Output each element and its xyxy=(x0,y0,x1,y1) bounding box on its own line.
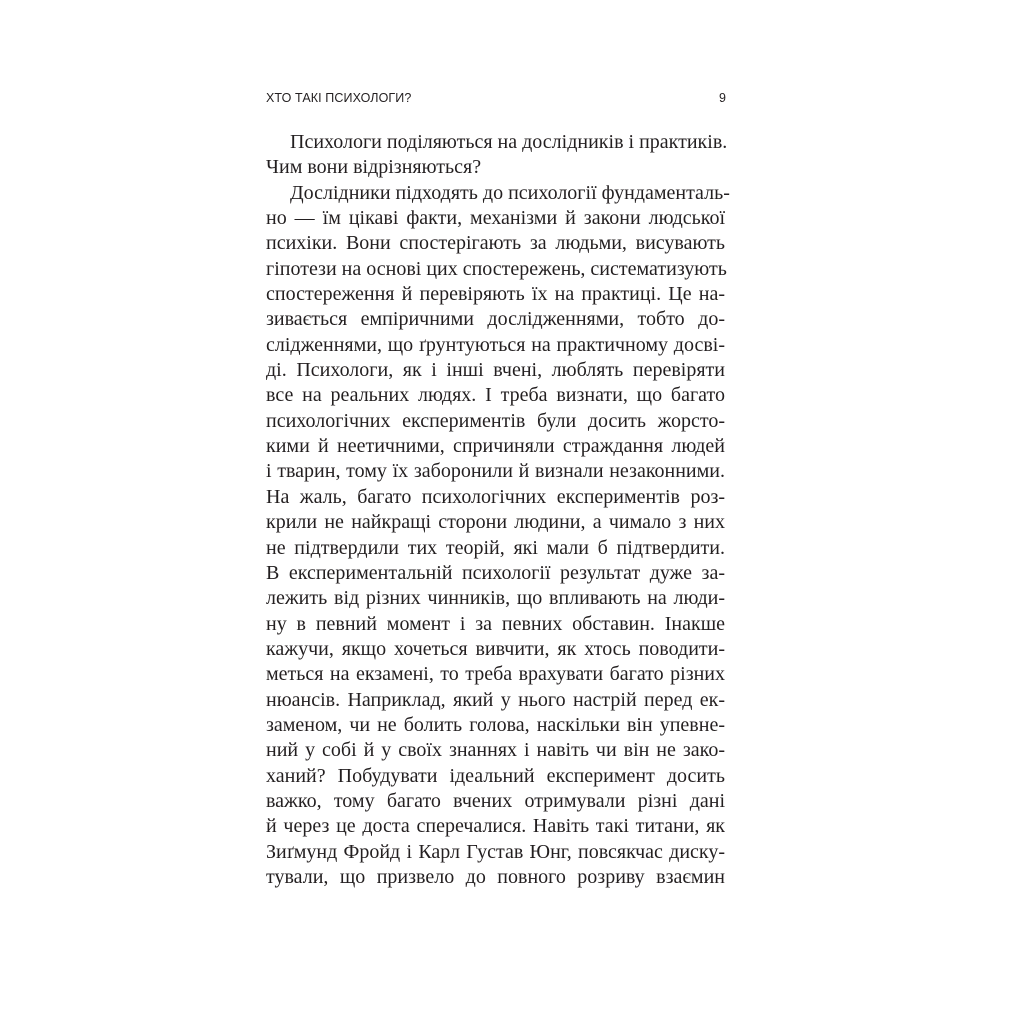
text-line: все на реальних людях. І треба визнати, що багато xyxy=(266,384,725,407)
page-number: 9 xyxy=(719,91,726,105)
text-line: гіпотези на основі цих спостережень, систематизують xyxy=(266,257,727,280)
text-line: заменом, чи не болить голова, наскільки він упевне- xyxy=(266,713,725,736)
text-line: Дослідники підходять до психології фундаменталь- xyxy=(290,181,730,204)
text-line: і тварин, тому їх заборонили й визнали незаконними. xyxy=(266,460,725,483)
text-line: но — їм цікаві факти, механізми й закони людської xyxy=(266,207,725,230)
text-line: ну в певний момент і за певних обставин. Інакше xyxy=(266,612,725,635)
text-line: психіки. Вони спостерігають за людьми, висувають xyxy=(266,232,725,255)
text-line: кажучи, якщо хочеться вивчити, як хтось поводити- xyxy=(266,637,725,660)
text-line: В експериментальній психології результат дуже за- xyxy=(266,561,725,584)
text-line: крили не найкращі сторони людини, а чимало з них xyxy=(266,511,725,534)
text-line: важко, тому багато вчених отримували різні дані xyxy=(266,789,725,812)
text-line: Психологи поділяються на дослідників і практиків. xyxy=(290,131,728,153)
text-line: не підтвердили тих теорій, які мали б підтвердити. xyxy=(266,536,725,559)
text-line: ний у собі й у своїх знаннях і навіть чи він не зако- xyxy=(266,739,725,762)
chapter-title: ХТО ТАКІ ПСИХОЛОГИ? xyxy=(266,91,412,105)
text-line: ханий? Побудувати ідеальний експеримент досить xyxy=(266,764,725,787)
text-line: й через це доста сперечалися. Навіть такі титани, як xyxy=(266,815,725,838)
text-line: спостереження й перевіряють їх на практиці. Це на- xyxy=(266,283,725,306)
text-line: Чим вони відрізняються? xyxy=(266,156,482,179)
text-line: слідженнями, що ґрунтуються на практичному досві- xyxy=(266,333,725,356)
text-line: тували, що призвело до повного розриву взаємин xyxy=(266,865,725,888)
text-line: психологічних експериментів були досить жорсто- xyxy=(266,409,725,432)
text-line: На жаль, багато психологічних експериментів роз- xyxy=(266,485,725,508)
text-line: меться на екзамені, то треба врахувати багато різних xyxy=(266,663,725,686)
running-header xyxy=(266,91,726,109)
text-line: лежить від різних чинників, що впливають на люди- xyxy=(266,587,725,610)
text-line: ді. Психологи, як і інші вчені, люблять перевіряти xyxy=(266,359,725,382)
text-line: Зиґмунд Фройд і Карл Густав Юнг, повсякчас диску- xyxy=(266,840,725,863)
body-text xyxy=(266,130,730,890)
text-line: кими й неетичними, спричиняли страждання людей xyxy=(266,435,725,458)
text-line: зивається емпіричними дослідженнями, тобто до- xyxy=(266,308,725,331)
text-line: нюансів. Наприклад, який у нього настрій перед ек- xyxy=(266,688,725,711)
